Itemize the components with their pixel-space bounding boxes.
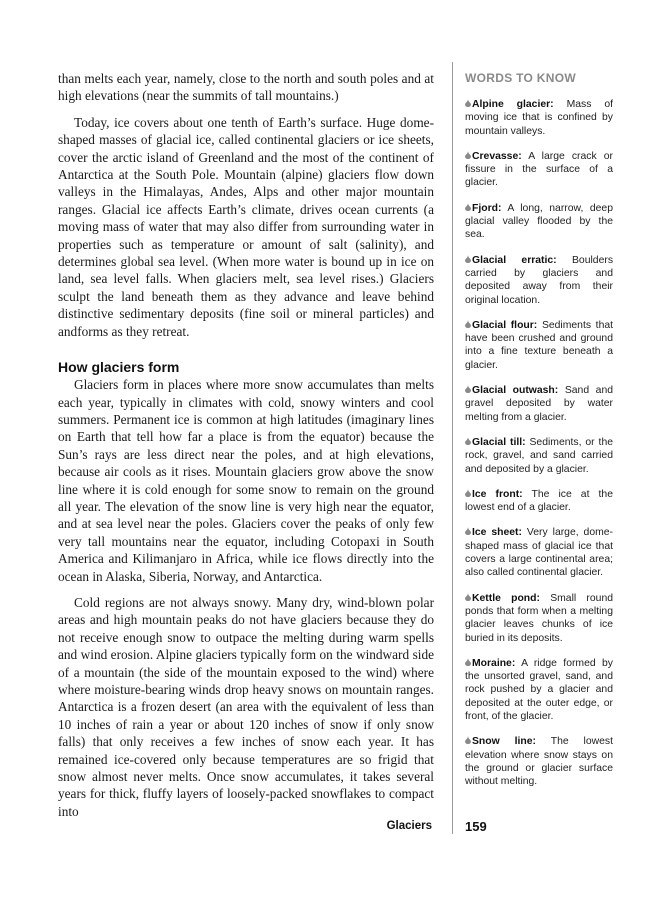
glossary-definition: The ice at the lowest end of a glacier. (465, 488, 613, 514)
glossary-word: Fjord: (472, 202, 502, 214)
glossary-word: Alpine glacier: (472, 99, 554, 110)
paragraph-how-glaciers-form: Glaciers form in places where more snow accumulates than melts each year, typically in climates with cold, snowy winters and cool summers. Permanent ice is common at high latitudes (imaginary lines on Earth that tell how far a place is from the equator) because the Sun’s rays are less direct near the poles, and at high elevations, because air cools as it rises. Mountain glaciers grow above the snow line where it is cold enough for some snow to remain on the ground all year. The elevation of the snow line is very high near the equator, and at sea level near the poles. Glaciers cover the peaks of only few very tall mountains near the equator, including Cotopaxi in South America and Kilimanjaro in Africa, while ice flows directly into the ocean in Alaska, Siberia, Norway, and Antarctica. (58, 377, 434, 584)
glossary-definition: Mass of moving ice that is confined by mountain valleys. (465, 99, 613, 137)
glossary-definition: Sediments that have been crushed and ground into a fine texture beneath a glacier. (465, 319, 614, 371)
glossary-term-crevasse (465, 150, 613, 190)
droplet-icon (465, 736, 471, 744)
droplet-icon (465, 320, 471, 328)
page-footer (0, 820, 654, 836)
glossary-definition: The lowest elevation where snow stays on the ground or glacier surface without melting. (465, 736, 613, 788)
running-footer-section: Glaciers (386, 820, 432, 832)
droplet-icon (465, 99, 471, 107)
glossary-definition: Boulders carried by glaciers and deposited away from their original location. (465, 254, 614, 306)
glossary-term-ice-sheet (465, 526, 613, 579)
glossary-word: Ice front: (472, 488, 523, 500)
glossary-definition: Sand and gravel deposited by water melting from a glacier. (465, 385, 613, 423)
glossary-term-moraine (465, 657, 613, 723)
glossary-term-kettle-pond (465, 592, 613, 645)
droplet-icon (465, 151, 471, 159)
glossary-term-glacial-flour (465, 319, 613, 372)
glossary-term-fjord (465, 202, 613, 242)
glossary-word: Glacial erratic: (472, 254, 557, 266)
glossary-word: Crevasse: (472, 150, 522, 162)
column-divider (452, 62, 453, 834)
glossary-word: Snow line: (472, 736, 536, 748)
paragraph-cold-regions: Cold regions are not always snowy. Many dry, wind-blown polar areas and high mountain peaks do not have glaciers because they do not receive enough snow to outpace the melting during warm spells and wind erosion. Alpine glaciers typically form on the windward side of a mountain (the side of the mountain exposed to the wind) where where moisture-bearing winds drop heavy snows on mountain ranges. Antarctica is a frozen desert (an area with the equivalent of less than 10 inches of rain a year or about 120 inches of snow if only snow falls) that only receives a few inches of snow each year. It has remained ice-covered only because temperatures are so frigid that snow almost never melts. Once snow accumulates, it takes several years for thick, fluffy layers of loosely-packed snowflakes to compact into (58, 594, 434, 819)
glossary-term-glacial-till (465, 436, 613, 476)
glossary-definition: Small round ponds that form when a melting glacier leaves chunks of ice buried in its deposits. (465, 592, 613, 644)
glossary-word: Glacial outwash: (472, 385, 559, 397)
droplet-icon (465, 527, 471, 535)
droplet-icon (465, 489, 471, 497)
paragraph-continuation: than melts each year, namely, close to the north and south poles and at high elevations (near the summits of tall mountains.) (58, 71, 434, 104)
glossary-term-alpine-glacier (465, 98, 613, 138)
glossary-word: Moraine: (472, 657, 516, 669)
glossary-definition: Very large, dome-shaped mass of glacial ice that covers a large continental area; also called continental glacier. (465, 527, 614, 579)
glossary-word: Kettle pond: (472, 592, 540, 604)
words-to-know-sidebar (465, 70, 613, 800)
paragraph-ice-coverage: Today, ice covers about one tenth of Earth’s surface. Huge dome-shaped masses of glacial ice, called continental glaciers or ice sheets, cover the arctic island of Greenland and the most of the continent of Antarctica at the South Pole. Mountain (alpine) glaciers flow down valleys in the Himalayas, Andes, Alps and other major mountain ranges. Glacial ice affects Earth’s climate, drives ocean currents (a moving mass of water that may also differ from surrounding water in properties such as temperature or amount of salt (salinity), and determines global sea level. (When more water is bound up in ice on land, sea level falls. When glaciers melt, sea level rises.) Glaciers sculpt the land beneath them as they advance and leave behind distinctive sedimentary deposits (fine soil or mineral particles) and andforms as they retreat. (58, 114, 434, 339)
section-heading: How glaciers form (58, 359, 180, 376)
glossary-word: Glacial flour: (472, 319, 538, 331)
page-number: 159 (465, 819, 487, 834)
droplet-icon (465, 437, 471, 445)
droplet-icon (465, 203, 471, 211)
droplet-icon (465, 658, 471, 666)
droplet-icon (465, 255, 471, 263)
glossary-definition: A large crack or fissure in the surface of a glacier. (465, 150, 613, 189)
main-text-column (58, 70, 434, 820)
glossary-word: Ice sheet: (472, 527, 522, 539)
glossary-term-glacial-outwash (465, 384, 613, 424)
droplet-icon (465, 593, 471, 601)
droplet-icon (465, 385, 471, 393)
glossary-word: Glacial till: (472, 436, 526, 448)
glossary-definition: Sediments, or the rock, gravel, and sand carried and deposited by a glacier. (465, 436, 613, 475)
glossary-definition: A long, narrow, deep glacial valley flooded by the sea. (465, 202, 613, 241)
glossary-term-glacial-erratic (465, 254, 613, 307)
glossary-term-ice-front (465, 488, 613, 515)
glossary-definition: A ridge formed by the unsorted gravel, sand, and rock pushed by a glacier and deposited at the outer edge, or front, of the glacier. (465, 657, 613, 722)
glossary-term-snow-line (465, 735, 613, 788)
sidebar-title: WORDS TO KNOW (465, 71, 577, 85)
